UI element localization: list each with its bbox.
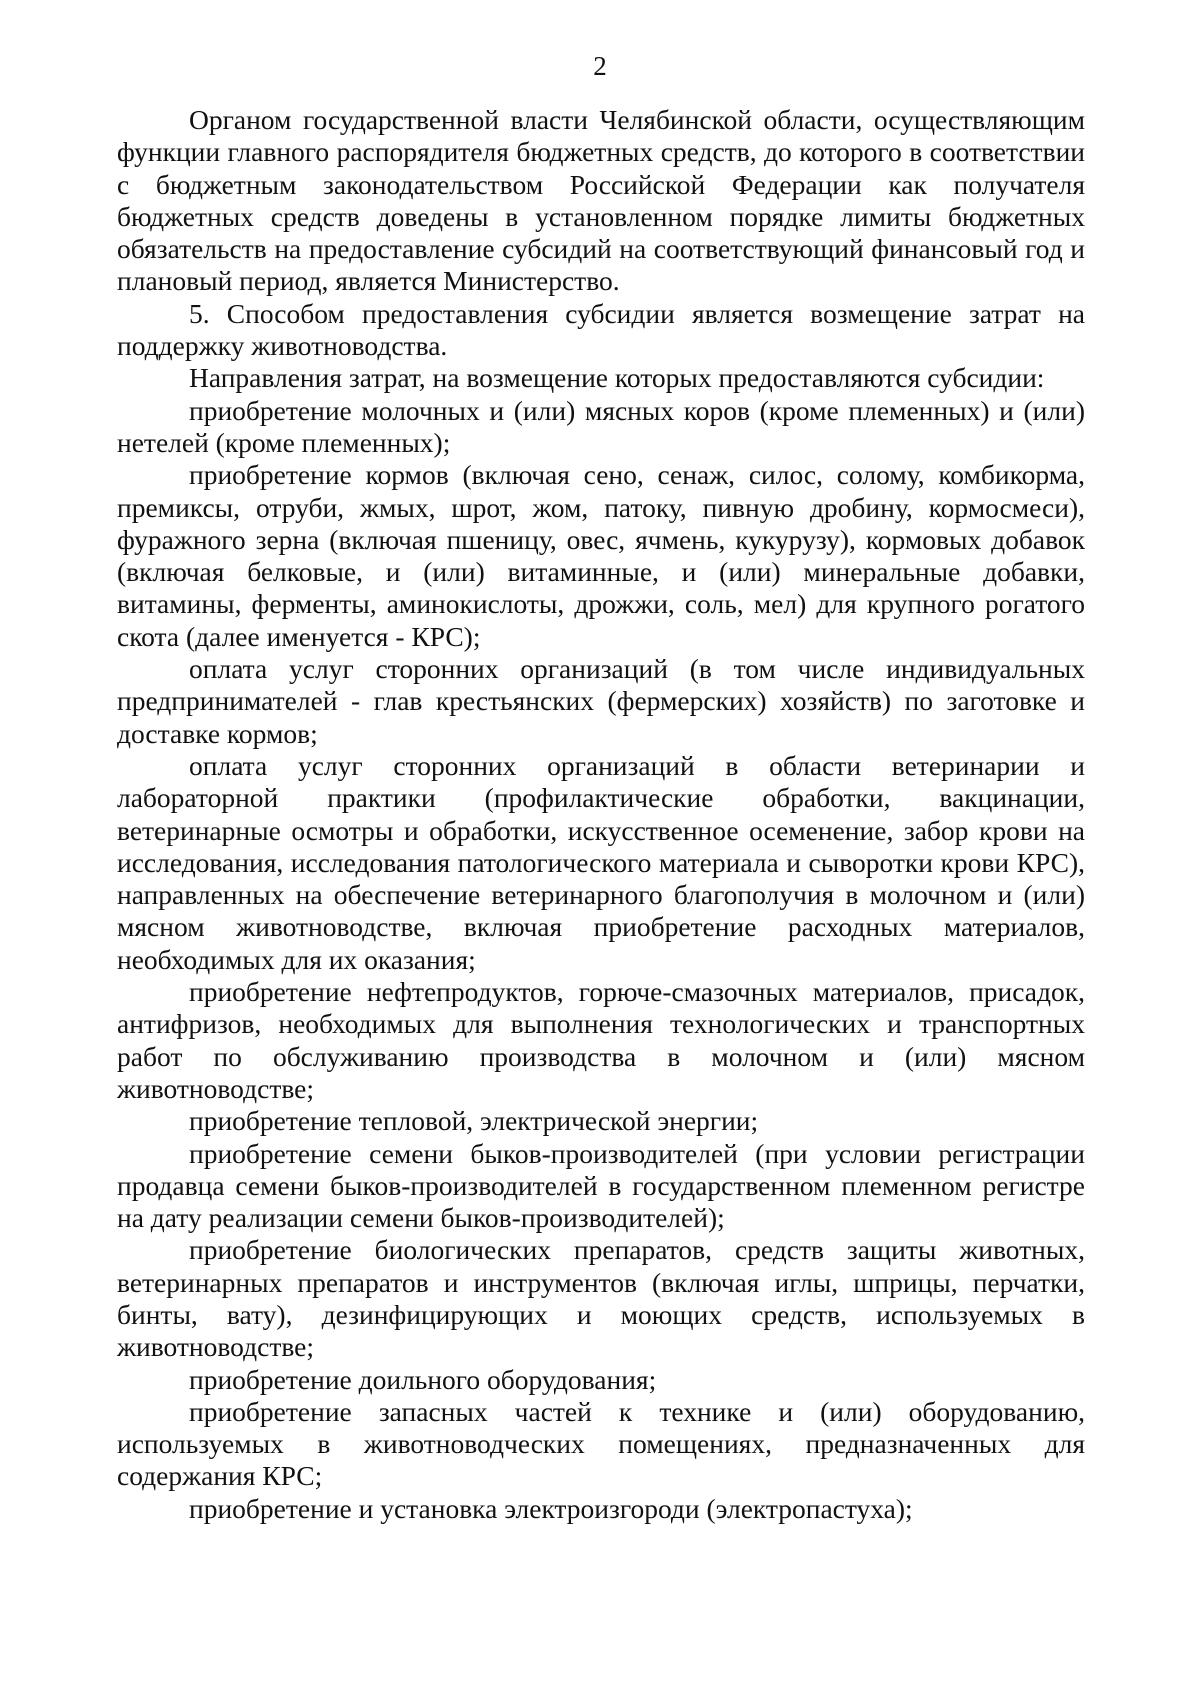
list-item-cows-purchase: приобретение молочных и (или) мясных коров (кроме племенных) и (или) нетелей (кроме племенных); (117, 394, 1085, 458)
list-item-bull-semen: приобретение семени быков-производителей (при условии регистрации продавца семени быков-производителей в государственном племенном регистре на дату реализации семени быков-производителей); (117, 1137, 1085, 1234)
paragraph-cost-directions-heading: Направления затрат, на возмещение которых предоставляются субсидии: (189, 362, 1045, 394)
list-item-feed-services: оплата услуг сторонних организаций (в том числе индивидуальных предпринимателей - глав крестьянских (фермерских) хозяйств) по заготовке и доставке кормов; (117, 653, 1085, 749)
list-item-electric-fence: приобретение и установка электроизгороди (электропастуха); (189, 1492, 913, 1524)
list-item-milking-equipment: приобретение доильного оборудования; (189, 1363, 657, 1395)
list-item-energy: приобретение тепловой, электрической энергии; (189, 1105, 759, 1137)
list-item-biological-preparations: приобретение биологических препаратов, средств защиты животных, ветеринарных препаратов и инструментов (включая иглы, шприцы, перчатки, бинты, вату), дезинфицирующих и моющих средств, используемых в животноводстве; (117, 1234, 1085, 1363)
list-item-spare-parts: приобретение запасных частей к технике и (или) оборудованию, используемых в животноводческих помещениях, предназначенных для содержания КРС; (117, 1395, 1085, 1492)
list-item-fuel-lubricants: приобретение нефтепродуктов, горюче-смазочных материалов, присадок, антифризов, необходимых для выполнения технологических и транспортных работ по обслуживанию производства в молочном и (или) мясном животноводстве; (117, 976, 1085, 1104)
paragraph-ministry-authority: Органом государственной власти Челябинской области, осуществляющим функции главного распорядителя бюджетных средств, до которого в соответствии с бюджетным законодательством Российской Федерации как получателя бюджетных средств доведены в установленном порядке лимиты бюджетных обязательств на предоставление субсидий на соответствующий финансовый год и плановый период, является Министерство. (117, 104, 1085, 297)
document-body (117, 104, 1085, 1525)
list-item-feed-purchase: приобретение кормов (включая сено, сенаж, силос, солому, комбикорма, премиксы, отруби, жмых, шрот, жом, патоку, пивную дробину, кормосмеси), фуражного зерна (включая пшеницу, овес, ячмень, кукурузу), кормовых добавок (включая белковые, и (или) витаминные, и (или) минеральные добавки, витамины, ферменты, аминокислоты, дрожжи, соль, мел) для крупного рогатого скота (далее именуется - КРС); (117, 459, 1085, 652)
list-item-veterinary-services: оплата услуг сторонних организаций в области ветеринарии и лабораторной практики (профилактические обработки, вакцинации, ветеринарные осмотры и обработки, искусственное осеменение, забор крови на исследования, исследования патологического материала и сыворотки крови КРС), направленных на обеспечение ветеринарного благополучия в молочном и (или) мясном животноводстве, включая приобретение расходных материалов, необходимых для их оказания; (117, 749, 1085, 975)
page-number: 2 (593, 51, 607, 81)
paragraph-clause-5: 5. Способом предоставления субсидии является возмещение затрат на поддержку животноводства. (117, 297, 1085, 362)
